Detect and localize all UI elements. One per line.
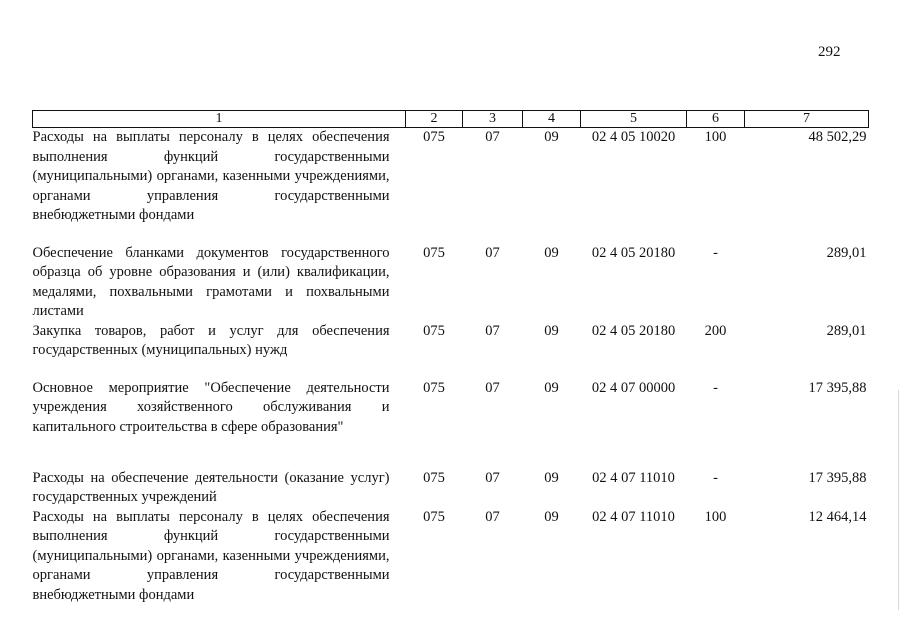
row-col6: - bbox=[713, 379, 718, 396]
row-col3: 07 bbox=[485, 322, 500, 339]
row-col5: 02 4 07 00000 bbox=[591, 379, 676, 396]
column-header-3: 3 bbox=[463, 111, 523, 128]
row-col2: 075 bbox=[423, 469, 445, 486]
row-col6: - bbox=[713, 244, 718, 261]
column-header-5: 5 bbox=[581, 111, 687, 128]
column-header-6: 6 bbox=[687, 111, 745, 128]
row-name: Расходы на выплаты персоналу в целях обеспечения выполнения функций государственными (муниципальными) органами, казенными учреждениями, органами управления государственными внебюджетными фондами bbox=[32, 508, 390, 603]
budget-table bbox=[32, 110, 869, 605]
row-col4: 09 bbox=[544, 244, 559, 261]
table-row bbox=[33, 508, 869, 606]
table-row bbox=[33, 322, 869, 379]
row-col5: 02 4 05 20180 bbox=[591, 322, 676, 339]
row-col3: 07 bbox=[485, 129, 500, 145]
row-amount: 17 395,88 bbox=[808, 379, 867, 396]
row-amount: 48 502,29 bbox=[808, 129, 867, 145]
row-col4: 09 bbox=[544, 508, 559, 525]
row-col3: 07 bbox=[485, 508, 500, 525]
row-col5: 02 4 05 10020 bbox=[591, 129, 676, 145]
row-col2: 075 bbox=[423, 244, 445, 261]
table-row bbox=[33, 128, 869, 244]
scan-edge-mark bbox=[898, 390, 899, 610]
row-name: Расходы на обеспечение деятельности (оказание услуг) государственных учреждений bbox=[32, 469, 390, 505]
column-header-4: 4 bbox=[523, 111, 581, 128]
row-col6: 100 bbox=[704, 508, 727, 525]
row-name: Закупка товаров, работ и услуг для обеспечения государственных (муниципальных) нужд bbox=[32, 322, 390, 358]
row-col6: 100 bbox=[704, 129, 727, 145]
row-col4: 09 bbox=[544, 322, 559, 339]
table-row bbox=[33, 469, 869, 508]
page-number: 292 bbox=[818, 44, 841, 60]
row-col2: 075 bbox=[423, 129, 445, 145]
row-col2: 075 bbox=[423, 379, 445, 396]
row-col4: 09 bbox=[544, 469, 559, 486]
row-col3: 07 bbox=[485, 379, 500, 396]
row-name: Расходы на выплаты персоналу в целях обеспечения выполнения функций государственными (муниципальными) органами, казенными учреждениями, органами управления государственными внебюджетными фондами bbox=[32, 129, 390, 223]
row-col5: 02 4 05 20180 bbox=[591, 244, 676, 261]
header-row bbox=[33, 111, 869, 128]
row-col5: 02 4 07 11010 bbox=[592, 469, 675, 486]
row-amount: 17 395,88 bbox=[808, 469, 867, 486]
row-name: Обеспечение бланками документов государственного образца об уровне образования и (или) квалификации, медалями, похвальными грамотами и похвальными листами bbox=[32, 244, 390, 319]
row-col6: - bbox=[713, 469, 718, 486]
row-col4: 09 bbox=[544, 379, 559, 396]
row-amount: 12 464,14 bbox=[808, 508, 867, 525]
row-col4: 09 bbox=[544, 129, 559, 145]
table-row bbox=[33, 244, 869, 322]
row-col2: 075 bbox=[423, 508, 445, 525]
row-col5: 02 4 07 11010 bbox=[592, 508, 675, 525]
row-col3: 07 bbox=[485, 244, 500, 261]
row-name: Основное мероприятие "Обеспечение деятельности учреждения хозяйственного обслуживания и капитального строительства в сфере образования" bbox=[32, 379, 390, 435]
row-col2: 075 bbox=[423, 322, 445, 339]
row-amount: 289,01 bbox=[826, 322, 867, 339]
row-amount: 289,01 bbox=[826, 244, 867, 261]
row-col3: 07 bbox=[485, 469, 500, 486]
column-header-7: 7 bbox=[745, 111, 869, 128]
column-header-2: 2 bbox=[406, 111, 463, 128]
column-header-1: 1 bbox=[33, 111, 406, 128]
row-col6: 200 bbox=[704, 322, 727, 339]
table-row bbox=[33, 379, 869, 469]
